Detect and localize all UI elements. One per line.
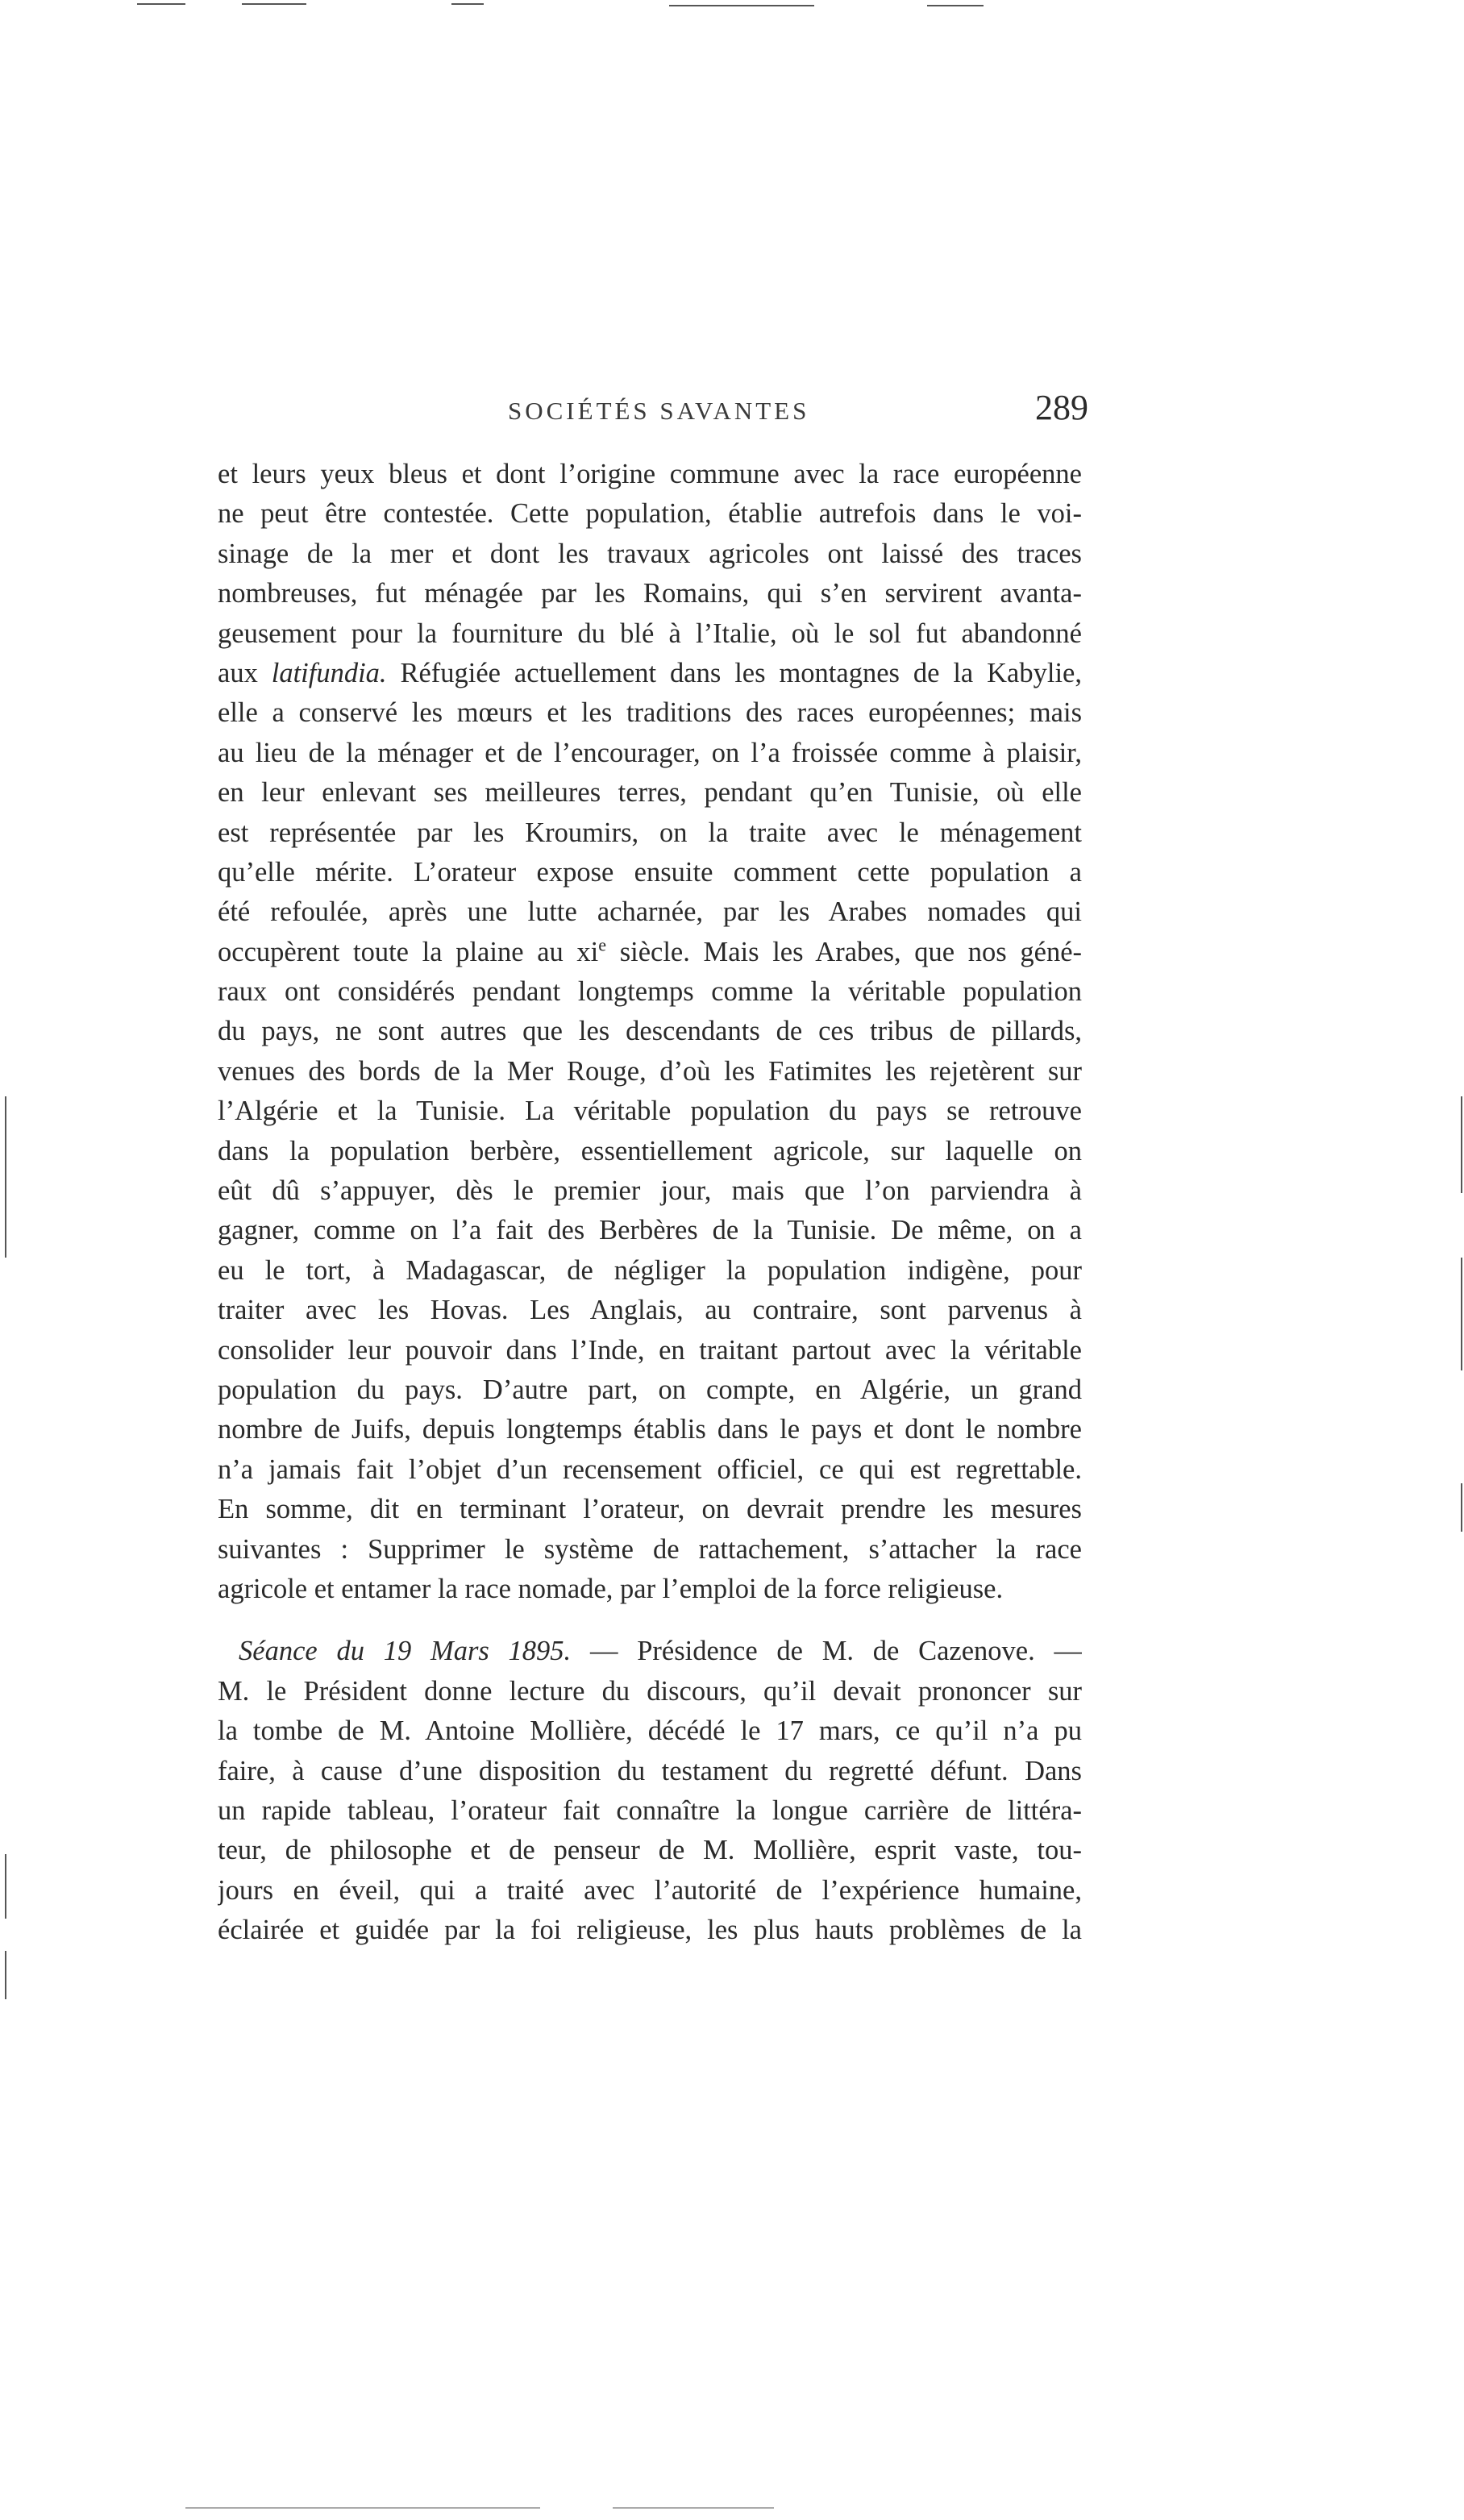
italic-term: latifundia. <box>271 657 387 688</box>
text-line: eu le tort, à Madagascar, de négliger la population indigène, pour <box>218 1254 1082 1286</box>
text-line: suivantes : Supprimer le système de rattachement, s’attacher la race <box>218 1533 1082 1565</box>
text-line: et leurs yeux bleus et dont l’origine commune avec la race européenne <box>218 459 1082 489</box>
scan-mark-top-3 <box>451 3 484 5</box>
text-line: nombre de Juifs, depuis longtemps établis dans le pays et dont le nombre <box>218 1414 1082 1445</box>
text-line: l’Algérie et la Tunisie. La véritable population du pays se retrouve <box>218 1096 1082 1127</box>
text-segment: aux <box>218 657 272 688</box>
paragraph <box>218 1632 1082 1950</box>
scan-mark-bottom-2 <box>613 2507 774 2509</box>
text-segment: siècle. Mais les Arabes, que nos géné- <box>606 936 1082 967</box>
scan-mark-top-4 <box>669 5 814 6</box>
scan-mark-left-1 <box>5 1096 6 1258</box>
text-line: dans la population berbère, essentiellement agricole, sur laquelle on <box>218 1135 1082 1166</box>
session-heading: Séance du 19 Mars 1895. <box>239 1636 572 1667</box>
scan-mark-right-2 <box>1461 1258 1462 1370</box>
text-line <box>218 933 1082 972</box>
paragraph <box>218 455 1082 1609</box>
text-line: gagner, comme on l’a fait des Berbères de la Tunisie. De même, on a <box>218 1215 1082 1246</box>
text-line: nombreuses, fut ménagée par les Romains, qui s’en servirent avanta- <box>218 578 1082 609</box>
text-line: un rapide tableau, l’orateur fait connaître la longue carrière de littéra- <box>218 1794 1082 1826</box>
text-line: agricole et entamer la race nomade, par l’emploi de la force religieuse. <box>218 1573 1004 1604</box>
text-line: sinage de la mer et dont les travaux agricoles ont laissé des traces <box>218 538 1082 569</box>
text-line <box>218 1632 1082 1671</box>
text-line: M. le Président donne lecture du discours, qu’il devait prononcer sur <box>218 1675 1082 1707</box>
page-header <box>218 387 1088 443</box>
text-line: qu’elle mérite. L’orateur expose ensuite comment cette population a <box>218 856 1082 888</box>
text-line: geusement pour la fourniture du blé à l’Italie, où le sol fut abandonné <box>218 618 1082 649</box>
scan-mark-left-3 <box>5 1951 6 1999</box>
superscript: e <box>598 934 607 955</box>
text-line: jours en éveil, qui a traité avec l’autorité de l’expérience humaine, <box>218 1874 1082 1906</box>
running-title: SOCIÉTÉS SAVANTES <box>508 397 810 425</box>
text-line: en leur enlevant ses meilleures terres, pendant qu’en Tunisie, où elle <box>218 777 1082 809</box>
page-number: 289 <box>1035 388 1088 427</box>
text-segment: — Présidence de M. de Cazenove. — <box>571 1636 1082 1667</box>
scan-mark-right-1 <box>1461 1096 1462 1193</box>
scan-mark-top-1 <box>137 3 185 5</box>
text-line <box>218 654 1082 693</box>
text-line: au lieu de la ménager et de l’encourager, on l’a froissée comme à plaisir, <box>218 737 1082 768</box>
body-text <box>218 455 1082 1950</box>
text-line: teur, de philosophe et de penseur de M. Mollière, esprit vaste, tou- <box>218 1835 1082 1866</box>
text-line: eût dû s’appuyer, dès le premier jour, mais que l’on parviendra à <box>218 1175 1082 1207</box>
scan-mark-bottom-1 <box>185 2507 540 2509</box>
scan-mark-top-5 <box>927 5 984 6</box>
text-segment: occupèrent toute la plaine au xi <box>218 936 599 967</box>
scan-mark-top-2 <box>242 3 306 5</box>
paragraph-gap <box>218 1609 1082 1632</box>
text-line: raux ont considérés pendant longtemps comme la véritable population <box>218 976 1082 1008</box>
text-line: faire, à cause d’une disposition du testament du regretté défunt. Dans <box>218 1755 1082 1786</box>
text-line: traiter avec les Hovas. Les Anglais, au contraire, sont parvenus à <box>218 1295 1082 1326</box>
scan-mark-right-3 <box>1461 1483 1462 1532</box>
text-line: population du pays. D’autre part, on compte, en Algérie, un grand <box>218 1374 1082 1405</box>
text-line: du pays, ne sont autres que les descendants de ces tribus de pillards, <box>218 1016 1082 1047</box>
text-line: ne peut être contestée. Cette population, établie autrefois dans le voi- <box>218 498 1082 530</box>
text-line: éclairée et guidée par la foi religieuse, les plus hauts problèmes de la <box>218 1915 1082 1946</box>
text-line: été refoulée, après une lutte acharnée, par les Arabes nomades qui <box>218 896 1082 928</box>
text-line: n’a jamais fait l’objet d’un recensement officiel, ce qui est regrettable. <box>218 1453 1082 1485</box>
text-segment: Réfugiée actuellement dans les montagnes de la Kabylie, <box>386 657 1082 688</box>
text-line: venues des bords de la Mer Rouge, d’où les Fatimites les rejetèrent sur <box>218 1055 1082 1087</box>
text-line: est représentée par les Kroumirs, on la traite avec le ménagement <box>218 817 1082 848</box>
text-line: la tombe de M. Antoine Mollière, décédé le 17 mars, ce qu’il n’a pu <box>218 1715 1082 1747</box>
text-line: elle a conservé les mœurs et les traditions des races européennes; mais <box>218 697 1082 729</box>
text-line: consolider leur pouvoir dans l’Inde, en traitant partout avec la véritable <box>218 1334 1082 1366</box>
text-line: En somme, dit en terminant l’orateur, on devrait prendre les mesures <box>218 1494 1082 1525</box>
scan-mark-left-2 <box>5 1854 6 1919</box>
